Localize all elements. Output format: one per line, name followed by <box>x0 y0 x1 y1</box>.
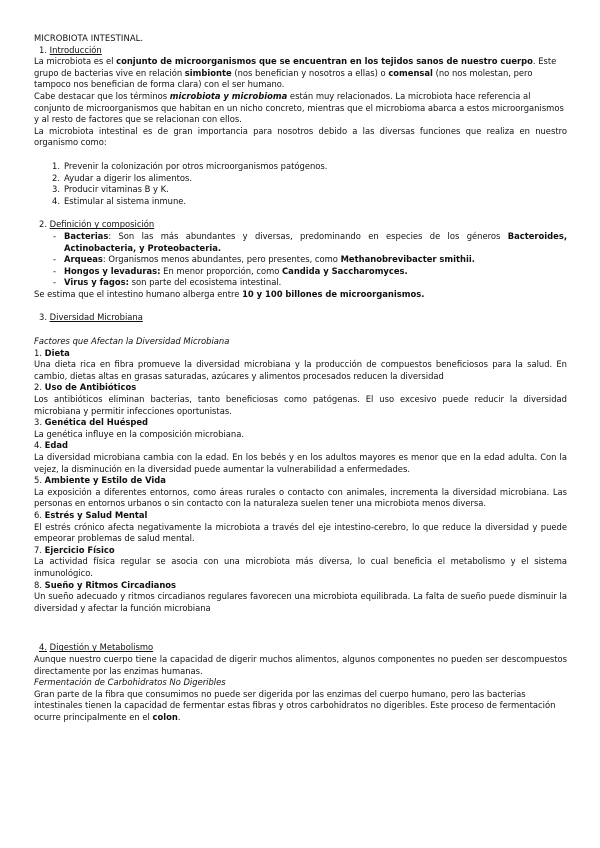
intro-paragraph-3: La microbiota intestinal es de gran importancia para nosotros debido a las diversas funciones que realiza en nuestro organismo como: <box>34 125 567 148</box>
list-item: - Virus y fagos: son parte del ecosistema intestinal. <box>53 277 282 288</box>
document-title: MICROBIOTA INTESTINAL. <box>34 33 144 43</box>
factor-heading <box>34 580 567 592</box>
section-4-number: 4. <box>39 642 47 653</box>
factor-title: Genética del Huésped <box>44 417 149 428</box>
list-item: - Hongos y levaduras: En menor proporción, como Candida y Saccharomyces. <box>53 265 408 276</box>
factor-number: 2. <box>34 382 42 393</box>
factor-title: Edad <box>44 440 69 451</box>
factor-number: 8. <box>34 579 42 590</box>
factor-heading <box>34 475 567 487</box>
composition-closing: Se estima que el intestino humano alberga entre 10 y 100 billones de microorganismos. <box>34 288 425 299</box>
document-page <box>34 33 567 723</box>
section-2-heading <box>39 219 567 231</box>
factor-text: El estrés crónico afecta negativamente la microbiota a través del eje intestino-cerebro, lo que reduce la diversidad y puede empeorar problemas de salud mental. <box>34 521 567 544</box>
section-4-heading <box>39 642 567 654</box>
list-item: - Bacterias: Son las más abundantes y diversas, predominando en especies de los géneros Bacteroides, Actinobacteria, y Proteobacteria. <box>53 230 567 253</box>
section-3-title: Diversidad Microbiana <box>49 312 143 323</box>
factor-title: Sueño y Ritmos Circadianos <box>44 579 177 590</box>
factor-text: La exposición a diferentes entornos, como áreas rurales o contacto con animales, incrementa la diversidad microbiana. Las personas en entornos urbanos o sin contacto con la naturaleza suelen tener una microbiota menos diversa. <box>34 486 567 509</box>
factors-list <box>34 348 567 615</box>
factor-text: Una dieta rica en fibra promueve la diversidad microbiana y la producción de compuestos beneficiosos para la salud. En cambio, dietas altas en grasas saturadas, azúcares y alimentos procesados reducen la diversidad <box>34 359 567 381</box>
factor-heading <box>34 510 567 522</box>
list-item: 1. Prevenir la colonización por otros microorganismos patógenos. <box>52 160 328 171</box>
section-3-heading <box>39 312 567 324</box>
intro-paragraph-2: Cabe destacar que los términos microbiota y microbioma están muy relacionados. La microbiota hace referencia al conjunto de microorganismos que habitan en un nicho concreto, mientras que el microbioma abarca a estos microorganismos y al resto de factores que se relacionan con ellos. <box>34 90 564 125</box>
factor-number: 6. <box>34 509 42 520</box>
composition-list <box>34 231 567 289</box>
section-4-title: Digestión y Metabolismo <box>49 642 154 653</box>
factor-text: Los antibióticos eliminan bacterias, tanto beneficiosas como patógenas. El uso excesivo puede reducir la diversidad microbiana y permitir infecciones oportunistas. <box>34 394 567 416</box>
section-1-number: 1. <box>39 44 47 55</box>
factor-text: La diversidad microbiana cambia con la edad. En los bebés y en los adultos mayores es menor que en la edad adulta. Con la vejez, la disminución en la diversidad puede aumentar la vulnerabilidad a enfermedades. <box>34 452 567 474</box>
fermentation-subtitle: Fermentación de Carbohidratos No Digeribles <box>34 677 226 688</box>
diversity-subtitle: Factores que Afectan la Diversidad Microbiana <box>34 336 230 347</box>
factor-title: Ejercicio Físico <box>44 544 115 555</box>
list-item: 2. Ayudar a digerir los alimentos. <box>52 172 193 183</box>
factor-number: 7. <box>34 544 42 555</box>
list-item: 3. Producir vitaminas B y K. <box>52 184 169 195</box>
digestion-paragraph-1: Aunque nuestro cuerpo tiene la capacidad de digerir muchos alimentos, algunos componentes no pueden ser descompuestos directamente por las enzimas humanas. <box>34 653 567 676</box>
section-2-number: 2. <box>39 219 47 230</box>
factor-number: 4. <box>34 440 42 451</box>
digestion-paragraph-2: Gran parte de la fibra que consumimos no puede ser digerida por las enzimas del cuerpo humano, pero las bacterias intestinales tienen la capacidad de fermentar estas fibras y otros carbohidratos no digeribles. Este proceso de fermentación ocurre principalmente en el colon. <box>34 688 556 722</box>
section-1-title: Introducción <box>49 44 102 55</box>
factor-text: Un sueño adecuado y ritmos circadianos regulares favorecen una microbiota equilibrada. La falta de sueño puede disminuir la diversidad y afectar la función microbiana <box>34 591 567 613</box>
factor-title: Dieta <box>44 347 70 358</box>
factor-number: 3. <box>34 417 42 428</box>
factor-heading <box>34 348 567 360</box>
section-2-title: Definición y composición <box>49 219 155 230</box>
factor-title: Uso de Antibióticos <box>44 382 137 393</box>
factor-title: Estrés y Salud Mental <box>44 509 148 520</box>
factor-heading <box>34 382 567 394</box>
factor-number: 5. <box>34 475 42 486</box>
list-item: - Arqueas: Organismos menos abundantes, pero presentes, como Methanobrevibacter smithii. <box>53 254 475 265</box>
factor-heading <box>34 545 567 557</box>
list-item: 4. Estimular al sistema inmune. <box>52 195 187 206</box>
section-3-number: 3. <box>39 312 47 323</box>
factor-text: La genética influye en la composición microbiana. <box>34 428 245 439</box>
section-1-heading <box>39 45 567 57</box>
intro-paragraph-1: La microbiota es el conjunto de microorganismos que se encuentran en los tejidos sanos de nuestro cuerpo. Este grupo de bacterias vive en relación simbionte (nos benefician y nosotros a ellas) o comensal (no nos molestan, pero tampoco nos benefician de forma clara) con el ser humano. <box>34 56 557 90</box>
factor-heading <box>34 440 567 452</box>
functions-list <box>34 161 567 207</box>
factor-number: 1. <box>34 347 42 358</box>
factor-heading <box>34 417 567 429</box>
factor-text: La actividad física regular se asocia con una microbiota más diversa, lo cual beneficia el metabolismo y el sistema inmunológico. <box>34 556 567 578</box>
factor-title: Ambiente y Estilo de Vida <box>44 475 166 486</box>
